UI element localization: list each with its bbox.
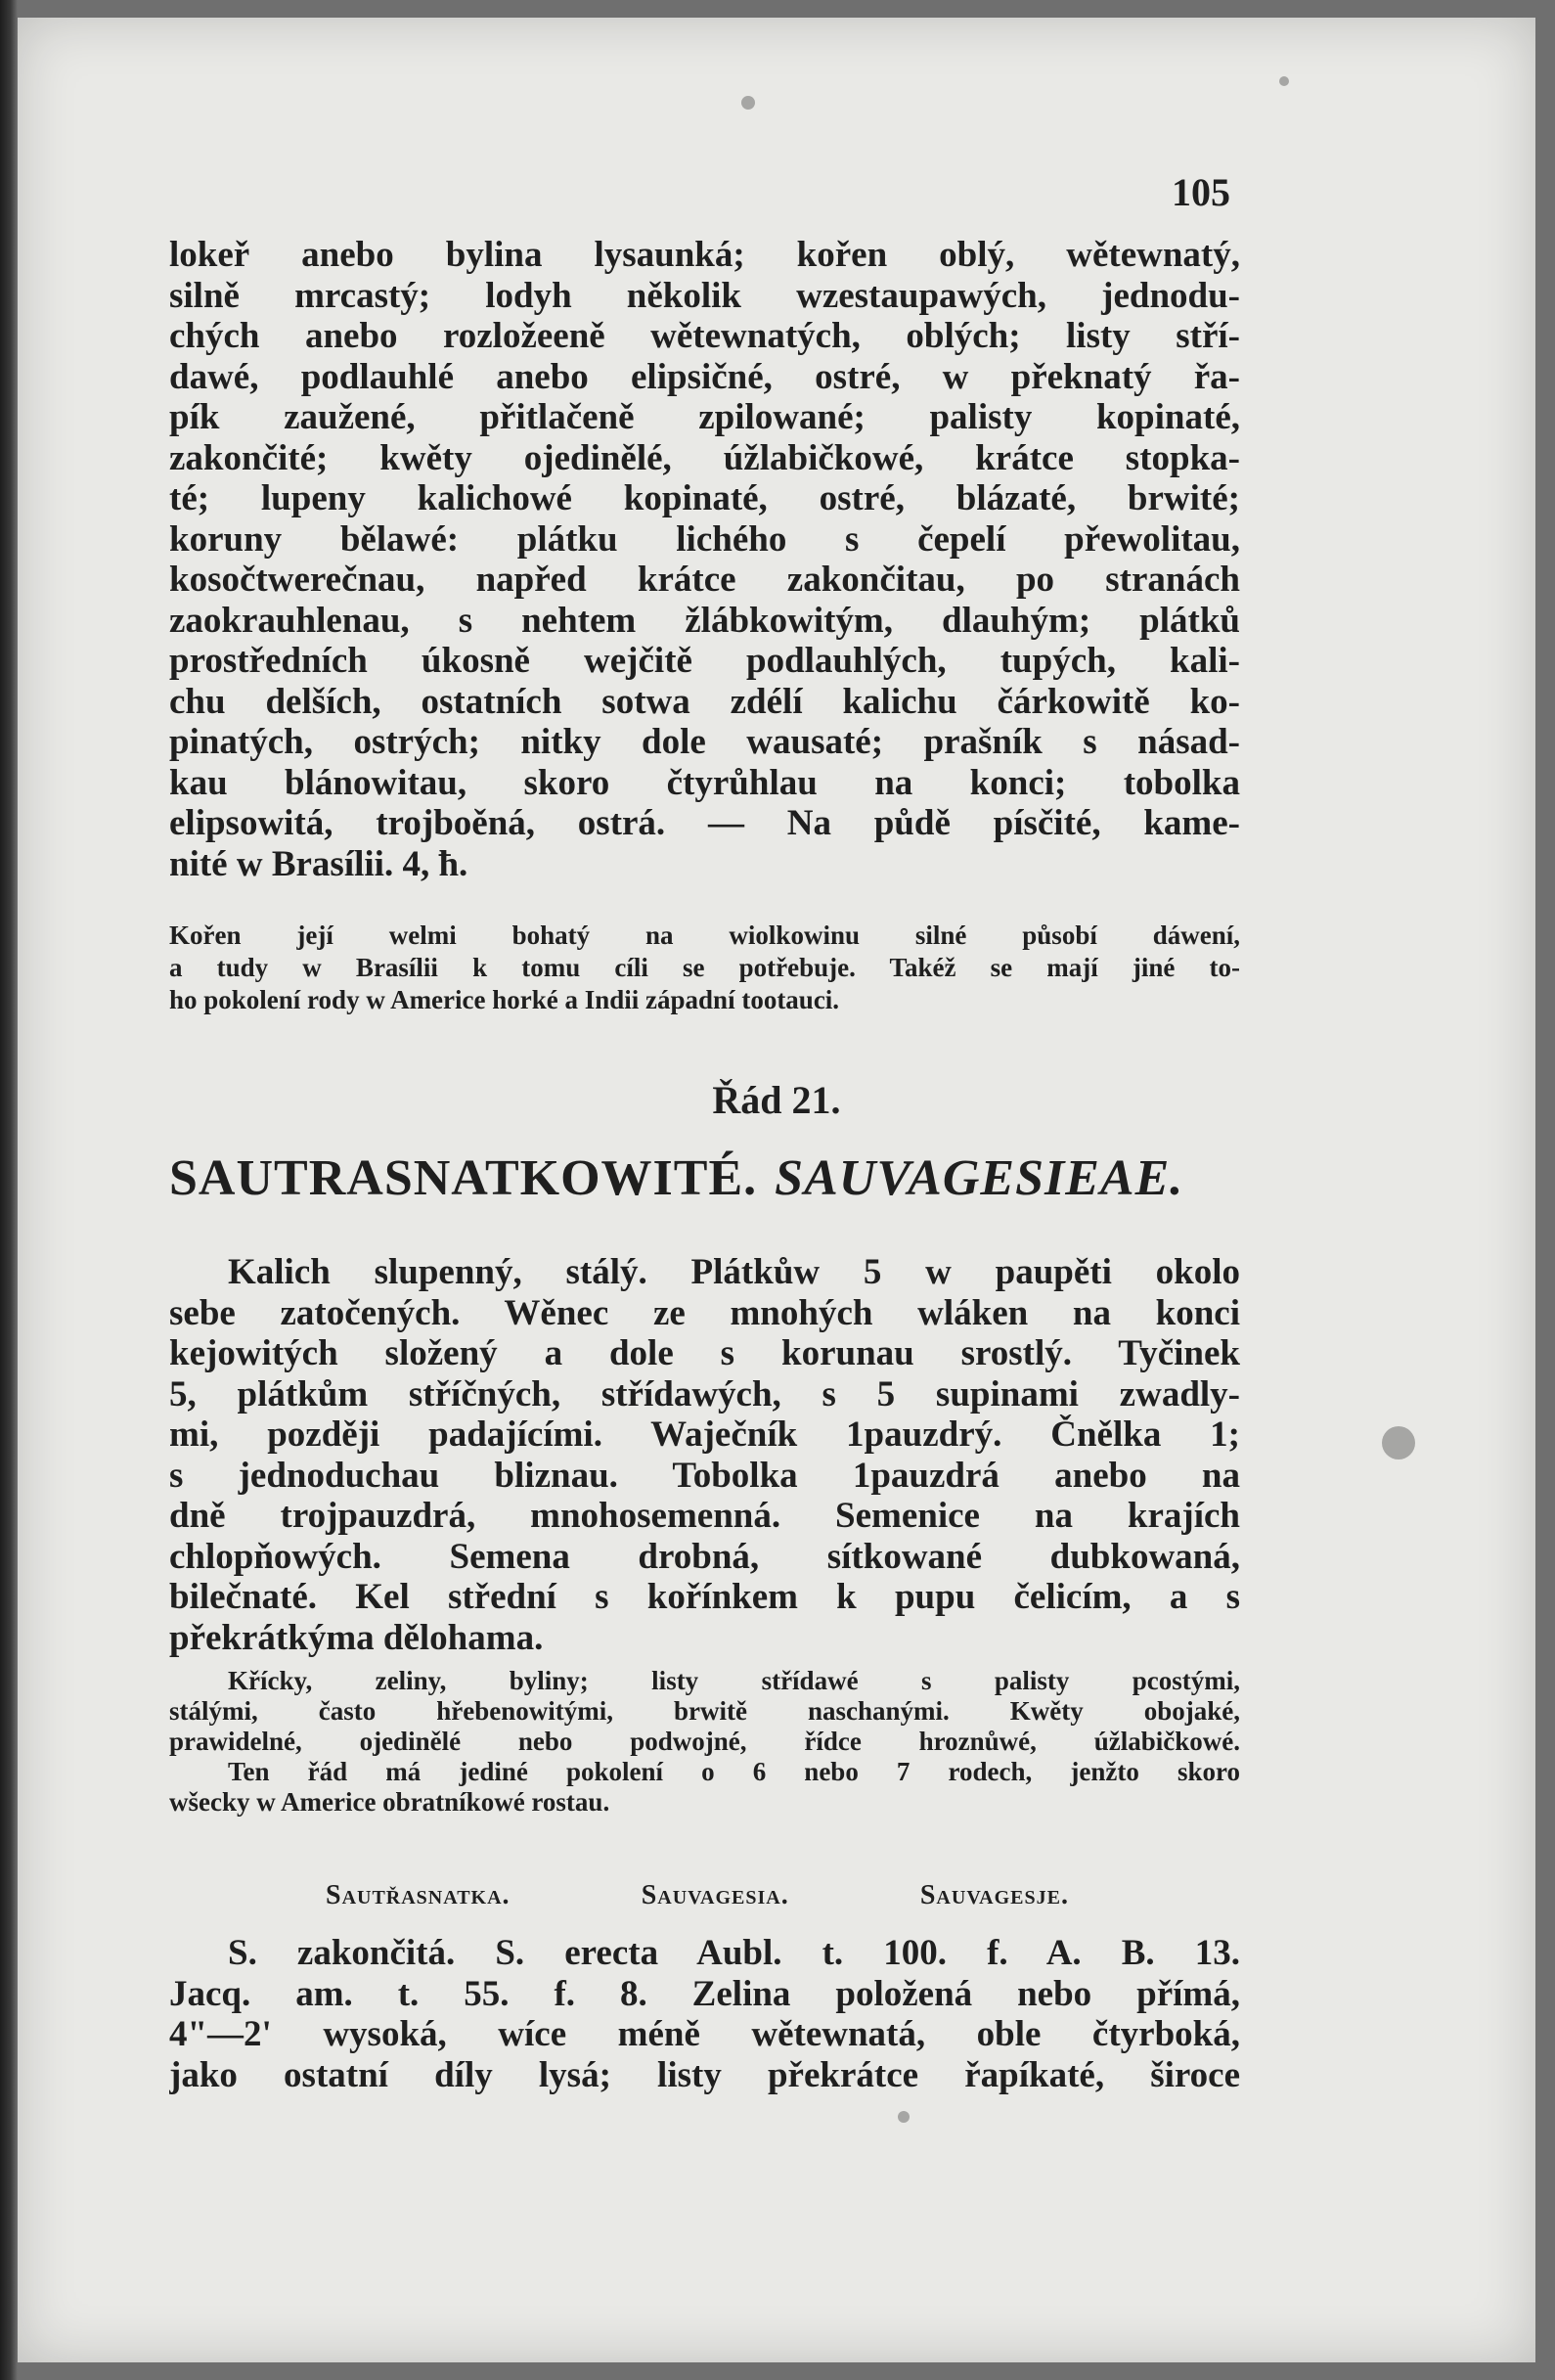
text-line: sebe zatočených. Wěnec ze mnohých wláken na konci bbox=[169, 1292, 1240, 1333]
text-line: překrátkýma dělohama. bbox=[169, 1617, 544, 1658]
dust-speck bbox=[1279, 76, 1289, 86]
text-line: zakončité; kwěty ojedinělé, úžlabičkowé, krátce stopka- bbox=[169, 437, 1240, 478]
text-line: chých anebo rozložeeně wětewnatých, oblých; listy stří- bbox=[169, 316, 1240, 356]
text-line: s jednoduchau bliznau. Tobolka 1pauzdrá anebo na bbox=[169, 1455, 1240, 1496]
order-heading: Řád 21. bbox=[712, 1078, 841, 1122]
dust-speck bbox=[1382, 1426, 1415, 1459]
family-heading bbox=[169, 1149, 1240, 1207]
text-line: mi, později padajícími. Waječník 1pauzdrý. Čnělka 1; bbox=[169, 1415, 1240, 1455]
text-line: Kalich slupenný, stálý. Plátkůw 5 w paupěti okolo bbox=[228, 1252, 1240, 1292]
text-line: dně trojpauzdrá, mnohosemenná. Semenice na krajích bbox=[169, 1496, 1240, 1536]
text-line: jako ostatní díly lysá; listy překrátce řapíkaté, široce bbox=[169, 2054, 1240, 2095]
text-line: 5, plátkům stříčných, střídawých, s 5 supinami zwadly- bbox=[169, 1373, 1240, 1415]
genus-name-alt: Sauvagesje. bbox=[919, 1880, 1069, 1910]
genus-name-latin: Sauvagesia. bbox=[641, 1880, 789, 1910]
text-line: té; lupeny kalichowé kopinaté, ostré, blázaté, brwité; bbox=[169, 478, 1240, 518]
family-name-czech: SAUTRASNATKOWITÉ. bbox=[169, 1150, 758, 1206]
text-line: Jacq. am. t. 55. f. 8. Zelina položená nebo přímá, bbox=[169, 1973, 1240, 2014]
text-line: kejowitých složený a dole s korunau srostlý. Tyčinek bbox=[169, 1333, 1240, 1373]
text-line: a tudy w Brasílii k tomu cíli se potřebuje. Takéž se mají jiné to- bbox=[169, 953, 1240, 982]
book-spine-edge bbox=[0, 0, 18, 2380]
family-name-latin: SAUVAGESIEAE. bbox=[775, 1150, 1184, 1206]
text-line: dawé, podlauhlé anebo elipsičné, ostré, w překnatý řa- bbox=[169, 356, 1240, 397]
text-line: kau blánowitau, skoro čtyrůhlau na konci; tobolka bbox=[169, 762, 1240, 803]
text-line: 4"—2' wysoká, wíce méně wětewnatá, oble čtyrboká, bbox=[169, 2014, 1240, 2054]
family-description bbox=[169, 1252, 1240, 1658]
text-line: chlopňowých. Semena drobná, sítkowané dubkowaná, bbox=[169, 1536, 1240, 1577]
genus-names-row bbox=[326, 1880, 1069, 1911]
family-note bbox=[169, 1666, 1240, 1818]
text-line: lokeř anebo bylina lysaunká; kořen oblý, wětewnatý, bbox=[169, 235, 1240, 275]
text-line: Křícky, zeliny, byliny; listy střídawé s palisty pcostými, bbox=[228, 1666, 1240, 1695]
genus-name-czech: Sautřasnatka. bbox=[326, 1880, 511, 1910]
text-line: stálými, často hřebenowitými, brwitě naschanými. Kwěty obojaké, bbox=[169, 1696, 1240, 1726]
text-line: wšecky w Americe obratníkowé rostau. bbox=[169, 1787, 610, 1817]
text-line: nité w Brasílii. 4, ħ. bbox=[169, 843, 468, 884]
dust-speck bbox=[898, 2111, 910, 2123]
page-number: 105 bbox=[1172, 170, 1230, 214]
text-line: S. zakončitá. S. erecta Aubl. t. 100. f. A. B. 13. bbox=[228, 1933, 1240, 1973]
text-line: kosočtwerečnau, napřed krátce zakončitau, po stranách bbox=[169, 560, 1240, 600]
text-line: pinatých, ostrých; nitky dole wausaté; prašník s násad- bbox=[169, 722, 1240, 762]
dust-speck bbox=[741, 96, 755, 110]
text-line: elipsowitá, trojboěná, ostrá. — Na půdě písčité, kame- bbox=[169, 803, 1240, 843]
text-line: bilečnaté. Kel střední s kořínkem k pupu čelicím, a s bbox=[169, 1577, 1240, 1617]
text-line: koruny bělawé: plátku lichého s čepelí přewolitau, bbox=[169, 518, 1240, 560]
text-line: pík zaužené, přitlačeně zpilowané; palisty kopinaté, bbox=[169, 397, 1240, 437]
text-line: ho pokolení rody w Americe horké a Indii západní tootauci. bbox=[169, 985, 840, 1014]
body-paragraph bbox=[169, 235, 1240, 884]
text-line: zaokrauhlenau, s nehtem žlábkowitým, dlauhým; plátků bbox=[169, 600, 1240, 641]
species-entry bbox=[169, 1933, 1240, 2095]
text-line: Kořen její welmi bohatý na wiolkowinu silné působí dáwení, bbox=[169, 921, 1240, 950]
text-line: Ten řád má jediné pokolení o 6 nebo 7 rodech, jenžto skoro bbox=[228, 1757, 1240, 1786]
text-line: prawidelné, ojedinělé nebo podwojné, řídce hroznůwé, úžlabičkowé. bbox=[169, 1727, 1240, 1756]
text-line: prostředních úkosně wejčitě podlauhlých, tupých, kali- bbox=[169, 641, 1240, 681]
scanned-page bbox=[18, 18, 1535, 2362]
footnote-paragraph bbox=[169, 920, 1240, 1016]
text-line: chu delších, ostatních sotwa zdélí kalichu čárkowitě ko- bbox=[169, 681, 1240, 722]
text-line: silně mrcastý; lodyh několik wzestaupawých, jednodu- bbox=[169, 275, 1240, 316]
